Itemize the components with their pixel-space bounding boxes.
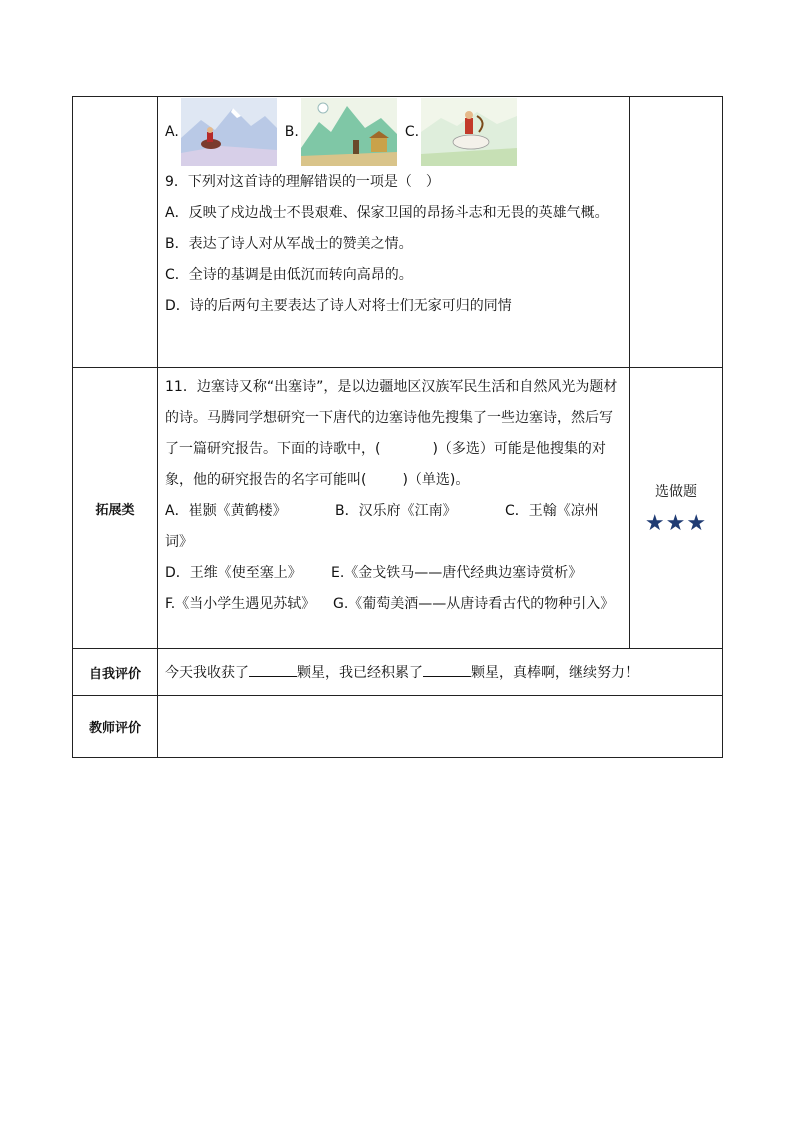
empty-side-cell bbox=[630, 97, 723, 368]
row-questions bbox=[73, 97, 723, 368]
q11-option-f: F.《当小学生遇见苏轼》 bbox=[165, 596, 316, 612]
question-9-option-b: B．表达了诗人对从军战士的赞美之情。 bbox=[165, 236, 413, 252]
q11-option-c: C．王翰《凉州 bbox=[505, 503, 599, 519]
option-c-label: C. bbox=[404, 124, 420, 140]
empty-category-cell bbox=[73, 97, 158, 368]
row-extension bbox=[73, 368, 723, 649]
question-9-option-a: A．反映了戍边战士不畏艰难、保家卫国的昂扬斗志和无畏的英雄气概。 bbox=[165, 205, 609, 221]
category-self-eval: 自我评价 bbox=[73, 649, 158, 696]
q11-option-b: B．汉乐府《江南》 bbox=[335, 503, 457, 519]
row-self-eval bbox=[73, 649, 723, 696]
three-star-icon: ★★★ bbox=[644, 510, 708, 536]
q11-line-3: 了一篇研究报告。下面的诗歌中，( )（多选）可能是他搜集的对 bbox=[165, 441, 606, 457]
image-option-b[interactable] bbox=[301, 98, 397, 166]
row-teacher-eval bbox=[73, 696, 723, 758]
question-9-option-d: D．诗的后两句主要表达了诗人对将士们无家可归的同情 bbox=[165, 298, 512, 314]
teacher-eval-cell[interactable] bbox=[158, 696, 723, 758]
worksheet-table bbox=[72, 96, 723, 758]
q11-line-4: 象，他的研究报告的名字可能叫( )（单选)。 bbox=[165, 472, 470, 488]
questions-cell bbox=[158, 97, 630, 368]
stars-total-blank[interactable] bbox=[423, 662, 471, 677]
q11-option-g: G.《葡萄美酒——从唐诗看古代的物种引入》 bbox=[333, 596, 615, 612]
q11-line-1: 11．边塞诗又称“出塞诗”，是以边疆地区汉族军民生活和自然风光为题材 bbox=[165, 379, 618, 395]
extension-question-cell bbox=[158, 368, 630, 649]
self-eval-cell: 今天我收获了 颗星，我已经积累了 颗星，真棒啊，继续努力！ bbox=[158, 649, 723, 696]
option-b-label: B. bbox=[284, 124, 299, 140]
q11-line-2: 的诗。马腾同学想研究一下唐代的边塞诗他先搜集了一些边塞诗，然后写 bbox=[165, 410, 613, 426]
optional-label: 选做题 bbox=[655, 483, 697, 500]
question-9-option-c: C．全诗的基调是由低沉而转向高昂的。 bbox=[165, 267, 413, 283]
category-teacher-eval: 教师评价 bbox=[73, 696, 158, 758]
image-option-c[interactable] bbox=[421, 98, 517, 166]
image-options bbox=[165, 97, 623, 167]
optional-cell bbox=[630, 368, 723, 649]
q11-options-de bbox=[165, 558, 623, 589]
q11-options-fg bbox=[165, 589, 623, 620]
q11-option-a: A．崔颢《黄鹤楼》 bbox=[165, 503, 287, 519]
question-9: 9．下列对这首诗的理解错误的一项是（ ） bbox=[165, 174, 440, 190]
q11-option-c-cont: 词》 bbox=[165, 534, 193, 550]
q11-option-d: D．王维《使至塞上》 bbox=[165, 565, 302, 581]
q11-options-abc bbox=[165, 496, 623, 527]
category-extension: 拓展类 bbox=[73, 368, 158, 649]
stars-earned-blank[interactable] bbox=[249, 662, 297, 677]
option-a-label: A. bbox=[165, 124, 179, 140]
image-option-a[interactable] bbox=[181, 98, 277, 166]
q11-option-e: E.《金戈铁马——唐代经典边塞诗赏析》 bbox=[331, 565, 583, 581]
